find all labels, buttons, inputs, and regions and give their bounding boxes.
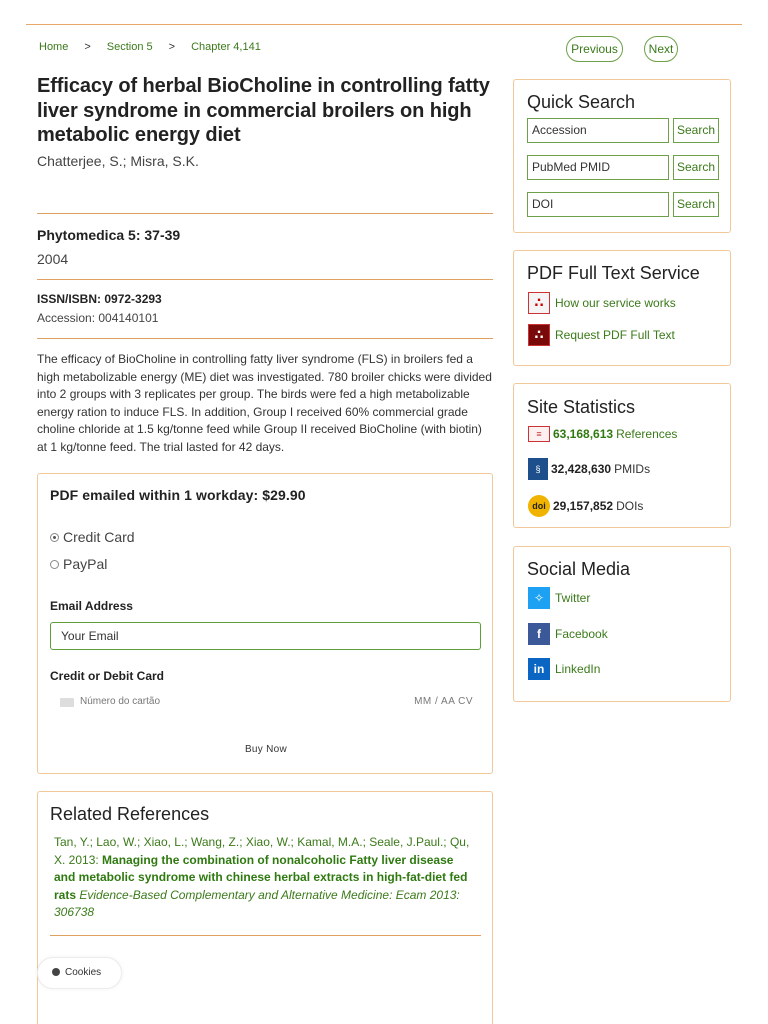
breadcrumb-separator: >: [168, 41, 176, 53]
doi-icon: doi: [528, 495, 550, 517]
stat-pmids[interactable]: [528, 458, 650, 480]
article-authors: Chatterjee, S.; Misra, S.K.: [37, 152, 199, 169]
purchase-title: PDF emailed within 1 workday: $29.90: [50, 487, 306, 503]
ncbi-icon: §: [528, 458, 548, 480]
twitter-icon: ✧: [528, 587, 550, 609]
payment-option-card[interactable]: [50, 529, 135, 545]
site-statistics-panel: [513, 383, 731, 528]
site-statistics-title: Site Statistics: [527, 397, 636, 417]
accession-search-button[interactable]: Search: [673, 118, 719, 143]
top-divider: [26, 24, 742, 25]
linkedin-link[interactable]: [528, 658, 600, 680]
related-source: Evidence-Based Complementary and Alternative Medicine: Ecam 2013: 306738: [54, 887, 460, 919]
quick-search-panel: [513, 79, 731, 233]
doi-search-button[interactable]: Search: [673, 192, 719, 217]
accession-search-input[interactable]: Accession: [527, 118, 669, 143]
radio-unchecked-icon[interactable]: [50, 560, 59, 569]
article-main: [37, 74, 493, 169]
pdf-service-title: PDF Full Text Service: [527, 263, 700, 283]
stat-dois[interactable]: [528, 495, 643, 517]
cookies-button[interactable]: [37, 957, 122, 989]
social-media-title: Social Media: [527, 559, 631, 579]
cookie-icon: [52, 968, 60, 976]
card-expiry-placeholder[interactable]: MM / AA CV: [414, 696, 473, 707]
social-media-panel: [513, 546, 731, 702]
previous-button[interactable]: Previous: [566, 36, 623, 62]
pdf-service-panel: [513, 250, 731, 366]
credit-card-icon: [60, 698, 74, 707]
pmids-label[interactable]: PMIDs: [614, 462, 651, 476]
card-number-field[interactable]: [50, 692, 481, 714]
next-button[interactable]: Next: [644, 36, 678, 62]
facebook-icon: f: [528, 623, 550, 645]
breadcrumb-separator: >: [84, 41, 91, 53]
dois-count: 29,157,852: [553, 499, 614, 513]
pdf-icon: ∴: [528, 324, 550, 346]
pmid-search-button[interactable]: Search: [673, 155, 719, 180]
references-label[interactable]: References: [616, 427, 678, 441]
card-label: Credit or Debit Card: [50, 669, 165, 683]
journal-citation: Phytomedica 5: 37-39: [37, 227, 181, 243]
email-label: Email Address: [50, 599, 133, 613]
breadcrumb-home[interactable]: Home: [39, 41, 69, 53]
doi-search-input[interactable]: DOI: [527, 192, 669, 217]
link-label[interactable]: Request PDF Full Text: [555, 328, 675, 342]
pdf-icon: ∴: [528, 292, 550, 314]
divider: [37, 338, 493, 339]
facebook-link[interactable]: [528, 623, 608, 645]
divider: [50, 935, 481, 936]
how-service-works-link[interactable]: [528, 292, 676, 314]
publication-year: 2004: [37, 251, 69, 267]
email-input[interactable]: Your Email: [50, 622, 481, 650]
breadcrumb-section[interactable]: Section 5: [106, 41, 153, 53]
quick-search-title: Quick Search: [527, 92, 636, 112]
linkedin-icon: in: [528, 658, 550, 680]
request-pdf-link[interactable]: [528, 324, 675, 346]
twitter-link[interactable]: [528, 587, 590, 609]
dois-label[interactable]: DOIs: [616, 499, 644, 513]
link-label[interactable]: Twitter: [555, 591, 591, 605]
accession-number: Accession: 004140101: [37, 311, 159, 325]
related-references: [37, 791, 493, 1024]
article-abstract: The efficacy of BioCholine in controlling fatty liver syndrome (FLS) in broilers fed a high metabolizable energy (ME) diet was investigated. 780 broiler chicks were divided into 2 groups with 3 replicates per group. The birds were fed a high metabolizable energy ration to induce FLS. In addition, Group I received 60% commercial grade choline chloride at 1.5 kg/tonne feed while Group II received BioCholine (with biotin) at 1 kg/tonne feed. The trial lasted for 42 days.: [37, 352, 492, 454]
divider: [37, 279, 493, 280]
link-label[interactable]: Facebook: [555, 627, 608, 641]
breadcrumb: [39, 41, 261, 53]
link-label[interactable]: LinkedIn: [555, 662, 601, 676]
related-article-title[interactable]: Managing the combination of nonalcoholic Fatty liver disease and metabolic syndrome with chinese herbal extracts in high-fat-diet fed rats: [54, 852, 468, 902]
pmids-count: 32,428,630: [551, 462, 612, 476]
breadcrumb-chapter[interactable]: Chapter 4,141: [191, 41, 261, 53]
payment-option-label: PayPal: [63, 556, 108, 572]
pdf-purchase-form: [37, 473, 493, 774]
stat-references[interactable]: [528, 426, 677, 442]
related-title: Related References: [50, 804, 210, 824]
buy-now-button[interactable]: Buy Now: [244, 744, 288, 755]
references-icon: ≡: [528, 426, 550, 442]
article-title: Efficacy of herbal BioCholine in controlling fatty liver syndrome in commercial broilers on high metabolic energy diet: [37, 75, 490, 146]
divider: [37, 213, 493, 214]
payment-option-paypal[interactable]: [50, 556, 107, 572]
pmid-search-input[interactable]: PubMed PMID: [527, 155, 669, 180]
payment-option-label: Credit Card: [63, 529, 135, 545]
card-number-placeholder: Número do cartão: [80, 696, 161, 707]
cookies-label: Cookies: [65, 967, 102, 978]
radio-checked-icon[interactable]: [50, 533, 59, 542]
related-entry[interactable]: [54, 834, 478, 922]
references-count: 63,168,613: [553, 427, 614, 441]
related-authors: Tan, Y.; Lao, W.; Xiao, L.; Wang, Z.; Xiao, W.; Kamal, M.A.; Seale, J.Paul.; Qu, X. 2013:: [54, 835, 470, 867]
link-label[interactable]: How our service works: [555, 296, 676, 310]
issn: ISSN/ISBN: 0972-3293: [37, 292, 162, 306]
